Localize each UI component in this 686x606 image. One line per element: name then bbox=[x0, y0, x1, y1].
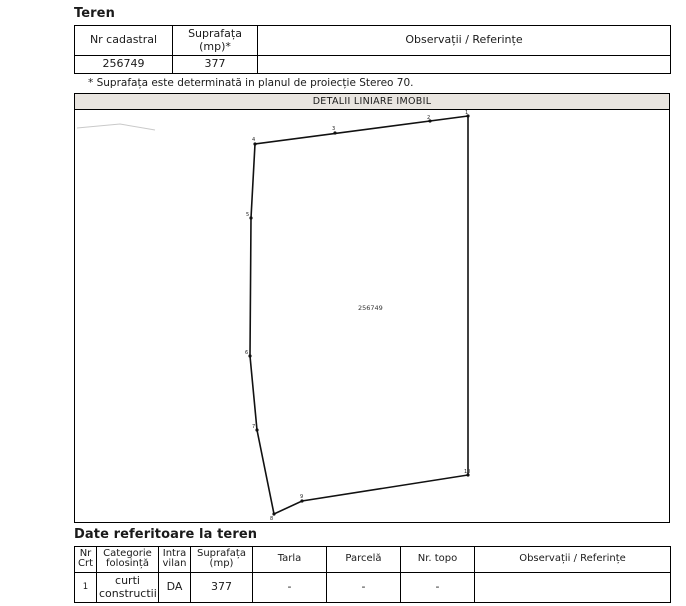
svg-text:2: 2 bbox=[427, 114, 431, 121]
col-header-suprafata: Suprafața (mp) bbox=[191, 546, 253, 572]
cell-tarla: - bbox=[253, 572, 327, 602]
cell-nr-cadastral: 256749 bbox=[75, 56, 173, 74]
col-header-intravilan: Intra vilan bbox=[159, 546, 191, 572]
svg-text:9: 9 bbox=[300, 493, 304, 500]
footnote: * Suprafața este determinată in planul de proiecție Stereo 70. bbox=[88, 76, 414, 89]
svg-text:3: 3 bbox=[332, 125, 336, 132]
cell-intravilan: DA bbox=[159, 572, 191, 602]
drawing-header: DETALII LINIARE IMOBIL bbox=[75, 94, 669, 110]
teren-table-wrap bbox=[74, 25, 670, 74]
col-header-nr-cadastral: Nr cadastral bbox=[75, 26, 173, 56]
col-header-tarla: Tarla bbox=[253, 546, 327, 572]
cell-nr-topo: - bbox=[401, 572, 475, 602]
parcel-number-label: 256749 bbox=[358, 303, 383, 312]
svg-text:5: 5 bbox=[246, 211, 250, 218]
cell-suprafata: 377 bbox=[173, 56, 258, 74]
document-page bbox=[0, 6, 686, 606]
cell-nr-crt: 1 bbox=[75, 572, 97, 602]
cell-observatii bbox=[258, 56, 671, 74]
col-header-categorie: Categorie folosință bbox=[97, 546, 159, 572]
parcel-drawing-svg bbox=[75, 110, 669, 522]
col-header-suprafata: Suprafața (mp)* bbox=[173, 26, 258, 56]
col-header-observatii: Observații / Referințe bbox=[258, 26, 671, 56]
table-header-row bbox=[75, 546, 671, 572]
drawing-canvas bbox=[75, 110, 669, 522]
vertex-labels bbox=[245, 110, 470, 522]
cell-suprafata: 377 bbox=[191, 572, 253, 602]
svg-text:1: 1 bbox=[465, 109, 469, 116]
table-row bbox=[75, 56, 671, 74]
date-teren-heading: Date referitoare la teren bbox=[74, 526, 258, 542]
col-header-nr-topo: Nr. topo bbox=[401, 546, 475, 572]
page-title: Teren bbox=[74, 6, 115, 21]
teren-table bbox=[74, 25, 671, 74]
svg-text:8: 8 bbox=[270, 515, 274, 522]
date-teren-table bbox=[74, 546, 671, 603]
table-row bbox=[75, 572, 671, 602]
cell-parcela: - bbox=[327, 572, 401, 602]
svg-text:6: 6 bbox=[245, 349, 249, 356]
col-header-parcela: Parcelă bbox=[327, 546, 401, 572]
table-header-row bbox=[75, 26, 671, 56]
col-header-nr-crt: Nr Crt bbox=[75, 546, 97, 572]
date-teren-table-wrap bbox=[74, 546, 670, 603]
col-header-observatii: Observații / Referințe bbox=[475, 546, 671, 572]
parcel-boundary-polygon bbox=[250, 116, 471, 514]
cell-observatii bbox=[475, 572, 671, 602]
drawing-panel bbox=[74, 93, 670, 523]
svg-text:4: 4 bbox=[252, 136, 256, 143]
vertex-markers bbox=[248, 114, 469, 515]
neighbour-boundary-line bbox=[77, 124, 155, 130]
svg-text:10: 10 bbox=[464, 468, 471, 475]
cell-categorie: curti constructii bbox=[97, 572, 159, 602]
svg-text:7: 7 bbox=[252, 423, 256, 430]
